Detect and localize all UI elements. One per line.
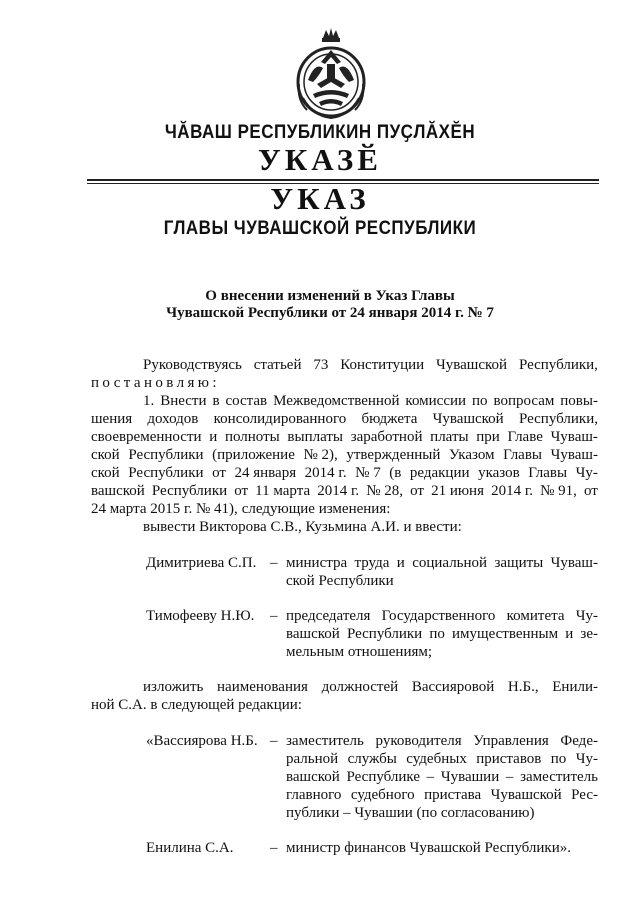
word: редакции (409, 465, 470, 481)
word: вывести Викторова С.В., Кузьмина А.И. и ввести: (143, 519, 462, 535)
word: изложить (143, 679, 204, 695)
word: труда (354, 555, 390, 571)
paragraph-line (91, 446, 598, 464)
word: Государственного (381, 608, 496, 624)
word: указов (478, 465, 520, 481)
paragraph-line (91, 696, 598, 714)
dash-separator: – (270, 733, 278, 749)
member-position (286, 732, 598, 822)
word: службы (347, 751, 397, 767)
member-name: Димитриева С.П. (146, 555, 257, 571)
decree-keyword: постановляю: (91, 375, 220, 391)
paragraph-rename (91, 678, 598, 714)
word: от (234, 483, 249, 499)
word: зе- (580, 626, 598, 642)
word: судебного (350, 787, 415, 803)
word: Чуваш- (550, 555, 598, 571)
word: № 28, (366, 483, 404, 499)
word: Чу- (575, 751, 598, 767)
chuvash-document-title: УКАЗӖ (258, 142, 382, 177)
member-position (286, 839, 598, 857)
word: статьей (253, 357, 302, 373)
word: комиссии (405, 393, 467, 409)
word: Рес- (571, 787, 598, 803)
russian-header-line: ГЛАВЫ ЧУВАШСКОЙ РЕСПУБЛИКИ (163, 216, 477, 239)
decree-body (91, 356, 598, 857)
spacer (91, 590, 598, 607)
word: выплаты (287, 429, 343, 445)
word: по (550, 751, 567, 767)
paragraph-line (91, 482, 598, 500)
member-entry (91, 839, 598, 857)
position-line: министр финансов Чувашской Республики». (286, 840, 571, 856)
word: вашской (286, 626, 340, 642)
word: Чуваш- (550, 447, 598, 463)
word: Республике (346, 769, 420, 785)
word: 2014 г. (304, 465, 347, 481)
word: и (565, 626, 574, 642)
word: 21 июня (431, 483, 484, 499)
members-list-renamed (91, 732, 598, 857)
word: по (429, 626, 445, 642)
dash-separator: – (270, 555, 278, 571)
word: Руководствуясь (143, 357, 242, 373)
paragraph-item-1 (91, 392, 598, 518)
subject-line: О внесении изменений в Указ Главы (205, 288, 455, 304)
member-entry (91, 732, 598, 822)
member-entry (91, 554, 598, 590)
position-line (286, 750, 598, 768)
subject-line: Чувашской Республики от 24 января 2014 г. № 7 (166, 305, 494, 321)
word: Республики (128, 465, 204, 481)
chuvash-coat-of-arms-emblem (293, 24, 369, 120)
dash-separator: – (270, 608, 278, 624)
word: от (212, 465, 226, 481)
word: шения (91, 411, 133, 427)
word: 2014 г. (491, 483, 534, 499)
word: в (212, 393, 220, 409)
word: Главе (507, 429, 543, 445)
paragraph-line (91, 518, 598, 536)
spacer (91, 822, 598, 839)
word: Чуваш- (550, 429, 598, 445)
word: Чу- (575, 465, 598, 481)
word: Чувашской (432, 411, 504, 427)
word: Межведомственной (273, 393, 400, 409)
word: 24 января (234, 465, 297, 481)
member-position (286, 607, 598, 661)
word: Чу- (575, 608, 598, 624)
word: – (505, 769, 514, 785)
word: № 2), (303, 447, 338, 463)
position-line: мельным отношениям; (286, 644, 433, 660)
word: и (209, 429, 218, 445)
spacer (91, 661, 598, 678)
word: бюджета (361, 411, 418, 427)
word: при (476, 429, 500, 445)
word: повы- (560, 393, 598, 409)
paragraph-line (91, 500, 598, 518)
word: платы (430, 429, 469, 445)
member-name: Тимофееву Н.Ю. (146, 608, 255, 624)
word: Конституции (340, 357, 425, 373)
position-line (286, 768, 598, 786)
word: судебных (406, 751, 467, 767)
word: ской (91, 465, 120, 481)
members-list-added (91, 554, 598, 678)
word: от (584, 483, 598, 499)
word: состав (225, 393, 268, 409)
dash-separator: – (270, 840, 278, 856)
decree-subject (100, 288, 560, 322)
word: Чувашии (440, 769, 500, 785)
paragraph-line (91, 678, 598, 696)
word: Указом (448, 447, 495, 463)
word: Республики (128, 447, 204, 463)
word: Внести (160, 393, 207, 409)
word: консолидированного (213, 411, 347, 427)
word: должностей (321, 679, 399, 695)
word: 24 марта 2015 г. № 41), (91, 501, 238, 517)
word: от (410, 483, 424, 499)
word: № 91, (540, 483, 577, 499)
paragraph-line (91, 428, 598, 446)
position-line (286, 625, 598, 643)
word: Феде- (560, 733, 598, 749)
word: министра (286, 555, 348, 571)
word: Республики, (518, 357, 598, 373)
word: следующие изменения: (241, 501, 391, 517)
word: доходов (147, 411, 199, 427)
word: заработной (350, 429, 423, 445)
paragraph-line (91, 464, 598, 482)
paragraph-line (91, 356, 598, 374)
position-line: публики – Чувашии (по согласованию) (286, 805, 535, 821)
word: ской (91, 447, 120, 463)
word: утвержденный (346, 447, 441, 463)
word: полноты (224, 429, 280, 445)
word: Енили- (552, 679, 598, 695)
word: 11 марта (255, 483, 311, 499)
word: (в (389, 465, 402, 481)
word: главного (286, 787, 342, 803)
russian-document-title: УКАЗ (270, 181, 370, 216)
word: наименования (217, 679, 308, 695)
word: Вассияровой (411, 679, 495, 695)
word: Главы (528, 465, 568, 481)
word: и (396, 555, 405, 571)
member-name: «Вассиярова Н.Б. (146, 733, 258, 749)
paragraph-line (91, 392, 598, 410)
member-name: Енилина С.А. (146, 840, 234, 856)
word: руководителя (375, 733, 462, 749)
word: ной С.А. в следующей редакции: (91, 697, 302, 713)
word: (приложение (212, 447, 295, 463)
word: Управления (473, 733, 549, 749)
position-line (286, 732, 598, 750)
word: вашской (91, 483, 145, 499)
word: № 7 (355, 465, 381, 481)
word: Чувашской (436, 357, 508, 373)
position-line (286, 607, 598, 625)
word: Чувашской (490, 787, 562, 803)
word: комитета (506, 608, 565, 624)
word: защиты (494, 555, 544, 571)
word: заместитель (520, 769, 598, 785)
word: 2014 г. (317, 483, 360, 499)
chuvash-header-line: ЧӐВАШ РЕСПУБЛИКИН ПУҪЛӐХӖН (164, 120, 476, 143)
word: заместитель (286, 733, 364, 749)
word: своевременности (91, 429, 202, 445)
word: вопросам (493, 393, 555, 409)
word: пристава (424, 787, 482, 803)
word: – (426, 769, 435, 785)
word: Республики, (518, 411, 598, 427)
word: Главы (503, 447, 543, 463)
word: Н.Б., (507, 679, 539, 695)
position-line (286, 554, 598, 572)
word: председателя (286, 608, 371, 624)
word: 1. (143, 393, 155, 409)
position-line (286, 786, 598, 804)
word: ральной (286, 751, 339, 767)
word: Республики (346, 626, 423, 642)
position-line: ской Республики (286, 573, 394, 589)
word: по (472, 393, 488, 409)
member-entry (91, 607, 598, 661)
word: социальной (412, 555, 488, 571)
paragraph-remove-add (91, 518, 598, 536)
word: вашской (286, 769, 340, 785)
member-position (286, 554, 598, 590)
word: 73 (313, 357, 329, 373)
paragraph-line (91, 410, 598, 428)
word: имущественным (452, 626, 559, 642)
word: Республики (151, 483, 228, 499)
word: приставов (476, 751, 542, 767)
